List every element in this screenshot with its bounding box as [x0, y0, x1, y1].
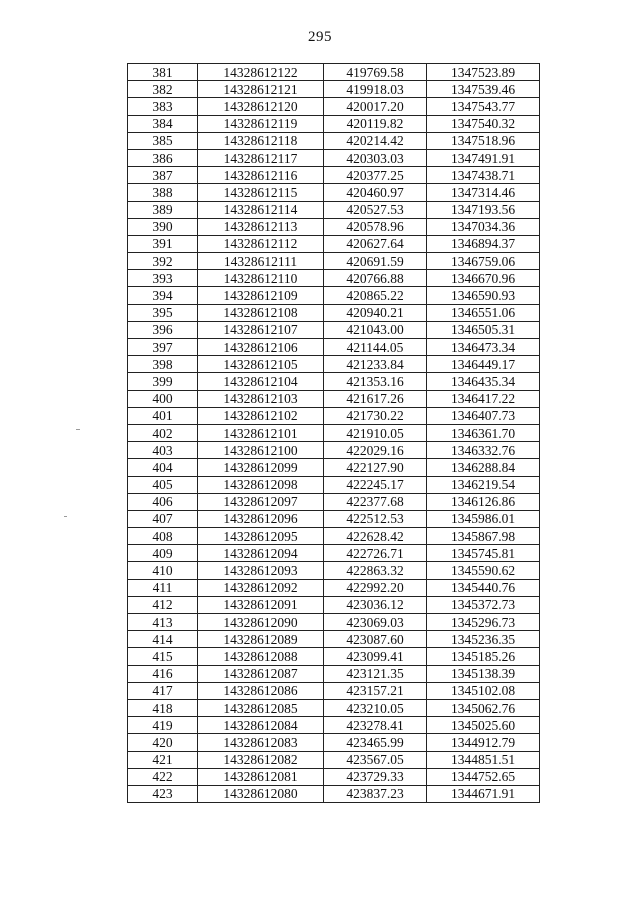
x-coordinate-cell: 421233.84 [324, 356, 427, 373]
point-number-cell: 420 [128, 734, 198, 751]
y-coordinate-cell: 1346670.96 [427, 270, 540, 287]
point-number-cell: 412 [128, 596, 198, 613]
y-coordinate-cell: 1346449.17 [427, 356, 540, 373]
table-row [128, 442, 540, 459]
point-number-cell: 409 [128, 545, 198, 562]
y-coordinate-cell: 1347540.32 [427, 115, 540, 132]
y-coordinate-cell: 1347034.36 [427, 218, 540, 235]
point-id-cell: 14328612094 [198, 545, 324, 562]
point-id-cell: 14328612081 [198, 768, 324, 785]
y-coordinate-cell: 1345062.76 [427, 699, 540, 716]
point-number-cell: 407 [128, 510, 198, 527]
y-coordinate-cell: 1344671.91 [427, 785, 540, 802]
point-number-cell: 384 [128, 115, 198, 132]
point-number-cell: 415 [128, 648, 198, 665]
x-coordinate-cell: 421910.05 [324, 424, 427, 441]
x-coordinate-cell: 423099.41 [324, 648, 427, 665]
y-coordinate-cell: 1347518.96 [427, 132, 540, 149]
point-id-cell: 14328612102 [198, 407, 324, 424]
y-coordinate-cell: 1344851.51 [427, 751, 540, 768]
y-coordinate-cell: 1345372.73 [427, 596, 540, 613]
x-coordinate-cell: 420691.59 [324, 253, 427, 270]
x-coordinate-cell: 423465.99 [324, 734, 427, 751]
x-coordinate-cell: 421730.22 [324, 407, 427, 424]
table-row [128, 321, 540, 338]
point-number-cell: 393 [128, 270, 198, 287]
x-coordinate-cell: 420303.03 [324, 149, 427, 166]
point-number-cell: 382 [128, 81, 198, 98]
table-row [128, 614, 540, 631]
table-row [128, 270, 540, 287]
point-number-cell: 423 [128, 785, 198, 802]
point-id-cell: 14328612113 [198, 218, 324, 235]
y-coordinate-cell: 1344912.79 [427, 734, 540, 751]
point-number-cell: 406 [128, 493, 198, 510]
table-row [128, 493, 540, 510]
table-row [128, 579, 540, 596]
table-row [128, 201, 540, 218]
table-row [128, 81, 540, 98]
point-id-cell: 14328612114 [198, 201, 324, 218]
x-coordinate-cell: 420119.82 [324, 115, 427, 132]
y-coordinate-cell: 1345296.73 [427, 614, 540, 631]
point-number-cell: 385 [128, 132, 198, 149]
y-coordinate-cell: 1345745.81 [427, 545, 540, 562]
point-id-cell: 14328612101 [198, 424, 324, 441]
x-coordinate-cell: 422245.17 [324, 476, 427, 493]
table-row [128, 356, 540, 373]
table-row [128, 734, 540, 751]
table-row [128, 149, 540, 166]
table-row [128, 424, 540, 441]
x-coordinate-cell: 423157.21 [324, 682, 427, 699]
table-row [128, 562, 540, 579]
y-coordinate-cell: 1346361.70 [427, 424, 540, 441]
table-row [128, 648, 540, 665]
point-id-cell: 14328612087 [198, 665, 324, 682]
x-coordinate-cell: 423278.41 [324, 717, 427, 734]
table-row [128, 304, 540, 321]
x-coordinate-cell: 421353.16 [324, 373, 427, 390]
y-coordinate-cell: 1347543.77 [427, 98, 540, 115]
y-coordinate-cell: 1345590.62 [427, 562, 540, 579]
x-coordinate-cell: 423210.05 [324, 699, 427, 716]
point-id-cell: 14328612083 [198, 734, 324, 751]
y-coordinate-cell: 1345138.39 [427, 665, 540, 682]
table-row [128, 510, 540, 527]
point-id-cell: 14328612103 [198, 390, 324, 407]
y-coordinate-cell: 1345236.35 [427, 631, 540, 648]
point-number-cell: 417 [128, 682, 198, 699]
x-coordinate-cell: 420527.53 [324, 201, 427, 218]
x-coordinate-cell: 423837.23 [324, 785, 427, 802]
point-id-cell: 14328612108 [198, 304, 324, 321]
y-coordinate-cell: 1346407.73 [427, 407, 540, 424]
y-coordinate-cell: 1347314.46 [427, 184, 540, 201]
point-number-cell: 381 [128, 64, 198, 81]
x-coordinate-cell: 420377.25 [324, 167, 427, 184]
x-coordinate-cell: 423069.03 [324, 614, 427, 631]
x-coordinate-cell: 422628.42 [324, 528, 427, 545]
y-coordinate-cell: 1347539.46 [427, 81, 540, 98]
point-number-cell: 386 [128, 149, 198, 166]
table-row [128, 390, 540, 407]
point-id-cell: 14328612107 [198, 321, 324, 338]
point-number-cell: 399 [128, 373, 198, 390]
x-coordinate-cell: 420214.42 [324, 132, 427, 149]
table-row [128, 682, 540, 699]
y-coordinate-cell: 1345440.76 [427, 579, 540, 596]
x-coordinate-cell: 423087.60 [324, 631, 427, 648]
point-id-cell: 14328612082 [198, 751, 324, 768]
table-row [128, 115, 540, 132]
x-coordinate-cell: 420578.96 [324, 218, 427, 235]
y-coordinate-cell: 1346417.22 [427, 390, 540, 407]
x-coordinate-cell: 422726.71 [324, 545, 427, 562]
point-id-cell: 14328612111 [198, 253, 324, 270]
y-coordinate-cell: 1347193.56 [427, 201, 540, 218]
point-id-cell: 14328612098 [198, 476, 324, 493]
table-row [128, 287, 540, 304]
point-number-cell: 403 [128, 442, 198, 459]
point-number-cell: 394 [128, 287, 198, 304]
x-coordinate-cell: 422127.90 [324, 459, 427, 476]
point-id-cell: 14328612090 [198, 614, 324, 631]
table-row [128, 407, 540, 424]
x-coordinate-cell: 421617.26 [324, 390, 427, 407]
point-number-cell: 411 [128, 579, 198, 596]
table-row [128, 235, 540, 252]
table-row [128, 218, 540, 235]
x-coordinate-cell: 419769.58 [324, 64, 427, 81]
coordinates-table [127, 63, 540, 803]
point-id-cell: 14328612105 [198, 356, 324, 373]
point-id-cell: 14328612096 [198, 510, 324, 527]
table-row [128, 665, 540, 682]
point-id-cell: 14328612084 [198, 717, 324, 734]
table-row [128, 132, 540, 149]
point-id-cell: 14328612091 [198, 596, 324, 613]
point-id-cell: 14328612099 [198, 459, 324, 476]
x-coordinate-cell: 420940.21 [324, 304, 427, 321]
y-coordinate-cell: 1345025.60 [427, 717, 540, 734]
x-coordinate-cell: 422377.68 [324, 493, 427, 510]
y-coordinate-cell: 1346288.84 [427, 459, 540, 476]
x-coordinate-cell: 423121.35 [324, 665, 427, 682]
point-id-cell: 14328612097 [198, 493, 324, 510]
point-number-cell: 388 [128, 184, 198, 201]
table-row [128, 64, 540, 81]
x-coordinate-cell: 423036.12 [324, 596, 427, 613]
y-coordinate-cell: 1346505.31 [427, 321, 540, 338]
point-number-cell: 397 [128, 339, 198, 356]
point-number-cell: 416 [128, 665, 198, 682]
point-id-cell: 14328612085 [198, 699, 324, 716]
point-id-cell: 14328612110 [198, 270, 324, 287]
point-number-cell: 392 [128, 253, 198, 270]
table-row [128, 785, 540, 802]
point-number-cell: 396 [128, 321, 198, 338]
point-id-cell: 14328612121 [198, 81, 324, 98]
y-coordinate-cell: 1345986.01 [427, 510, 540, 527]
x-coordinate-cell: 422512.53 [324, 510, 427, 527]
x-coordinate-cell: 421043.00 [324, 321, 427, 338]
table-row [128, 476, 540, 493]
table-row [128, 98, 540, 115]
point-number-cell: 418 [128, 699, 198, 716]
point-id-cell: 14328612120 [198, 98, 324, 115]
table-row [128, 167, 540, 184]
table-row [128, 699, 540, 716]
table-row [128, 253, 540, 270]
point-id-cell: 14328612117 [198, 149, 324, 166]
point-id-cell: 14328612115 [198, 184, 324, 201]
point-number-cell: 389 [128, 201, 198, 218]
point-id-cell: 14328612116 [198, 167, 324, 184]
point-id-cell: 14328612095 [198, 528, 324, 545]
page-number: 295 [308, 29, 332, 45]
table-row [128, 596, 540, 613]
point-id-cell: 14328612088 [198, 648, 324, 665]
point-number-cell: 421 [128, 751, 198, 768]
x-coordinate-cell: 420017.20 [324, 98, 427, 115]
y-coordinate-cell: 1347491.91 [427, 149, 540, 166]
table-row [128, 768, 540, 785]
point-id-cell: 14328612122 [198, 64, 324, 81]
coordinates-table-body [128, 64, 540, 803]
table-row [128, 339, 540, 356]
x-coordinate-cell: 420766.88 [324, 270, 427, 287]
point-number-cell: 410 [128, 562, 198, 579]
point-number-cell: 391 [128, 235, 198, 252]
x-coordinate-cell: 422029.16 [324, 442, 427, 459]
x-coordinate-cell: 420627.64 [324, 235, 427, 252]
table-row [128, 373, 540, 390]
point-id-cell: 14328612119 [198, 115, 324, 132]
point-id-cell: 14328612118 [198, 132, 324, 149]
point-number-cell: 419 [128, 717, 198, 734]
point-id-cell: 14328612100 [198, 442, 324, 459]
y-coordinate-cell: 1345185.26 [427, 648, 540, 665]
point-number-cell: 383 [128, 98, 198, 115]
x-coordinate-cell: 423729.33 [324, 768, 427, 785]
y-coordinate-cell: 1346894.37 [427, 235, 540, 252]
point-number-cell: 387 [128, 167, 198, 184]
y-coordinate-cell: 1347438.71 [427, 167, 540, 184]
x-coordinate-cell: 421144.05 [324, 339, 427, 356]
table-row [128, 751, 540, 768]
y-coordinate-cell: 1346126.86 [427, 493, 540, 510]
y-coordinate-cell: 1346332.76 [427, 442, 540, 459]
point-number-cell: 395 [128, 304, 198, 321]
y-coordinate-cell: 1345102.08 [427, 682, 540, 699]
point-number-cell: 408 [128, 528, 198, 545]
point-number-cell: 404 [128, 459, 198, 476]
x-coordinate-cell: 420460.97 [324, 184, 427, 201]
table-row [128, 528, 540, 545]
point-number-cell: 401 [128, 407, 198, 424]
y-coordinate-cell: 1346551.06 [427, 304, 540, 321]
table-row [128, 631, 540, 648]
point-number-cell: 402 [128, 424, 198, 441]
point-id-cell: 14328612086 [198, 682, 324, 699]
y-coordinate-cell: 1346435.34 [427, 373, 540, 390]
x-coordinate-cell: 420865.22 [324, 287, 427, 304]
point-number-cell: 422 [128, 768, 198, 785]
point-number-cell: 400 [128, 390, 198, 407]
point-id-cell: 14328612112 [198, 235, 324, 252]
point-id-cell: 14328612104 [198, 373, 324, 390]
scan-speck [64, 516, 67, 517]
x-coordinate-cell: 419918.03 [324, 81, 427, 98]
scan-speck [76, 429, 80, 430]
y-coordinate-cell: 1346590.93 [427, 287, 540, 304]
point-id-cell: 14328612092 [198, 579, 324, 596]
y-coordinate-cell: 1347523.89 [427, 64, 540, 81]
table-row [128, 545, 540, 562]
point-id-cell: 14328612089 [198, 631, 324, 648]
y-coordinate-cell: 1344752.65 [427, 768, 540, 785]
point-number-cell: 390 [128, 218, 198, 235]
table-row [128, 717, 540, 734]
y-coordinate-cell: 1346219.54 [427, 476, 540, 493]
point-id-cell: 14328612093 [198, 562, 324, 579]
table-row [128, 459, 540, 476]
x-coordinate-cell: 423567.05 [324, 751, 427, 768]
y-coordinate-cell: 1346759.06 [427, 253, 540, 270]
point-id-cell: 14328612080 [198, 785, 324, 802]
table-row [128, 184, 540, 201]
point-number-cell: 398 [128, 356, 198, 373]
x-coordinate-cell: 422863.32 [324, 562, 427, 579]
point-id-cell: 14328612109 [198, 287, 324, 304]
point-number-cell: 413 [128, 614, 198, 631]
point-number-cell: 405 [128, 476, 198, 493]
x-coordinate-cell: 422992.20 [324, 579, 427, 596]
y-coordinate-cell: 1345867.98 [427, 528, 540, 545]
point-number-cell: 414 [128, 631, 198, 648]
point-id-cell: 14328612106 [198, 339, 324, 356]
y-coordinate-cell: 1346473.34 [427, 339, 540, 356]
